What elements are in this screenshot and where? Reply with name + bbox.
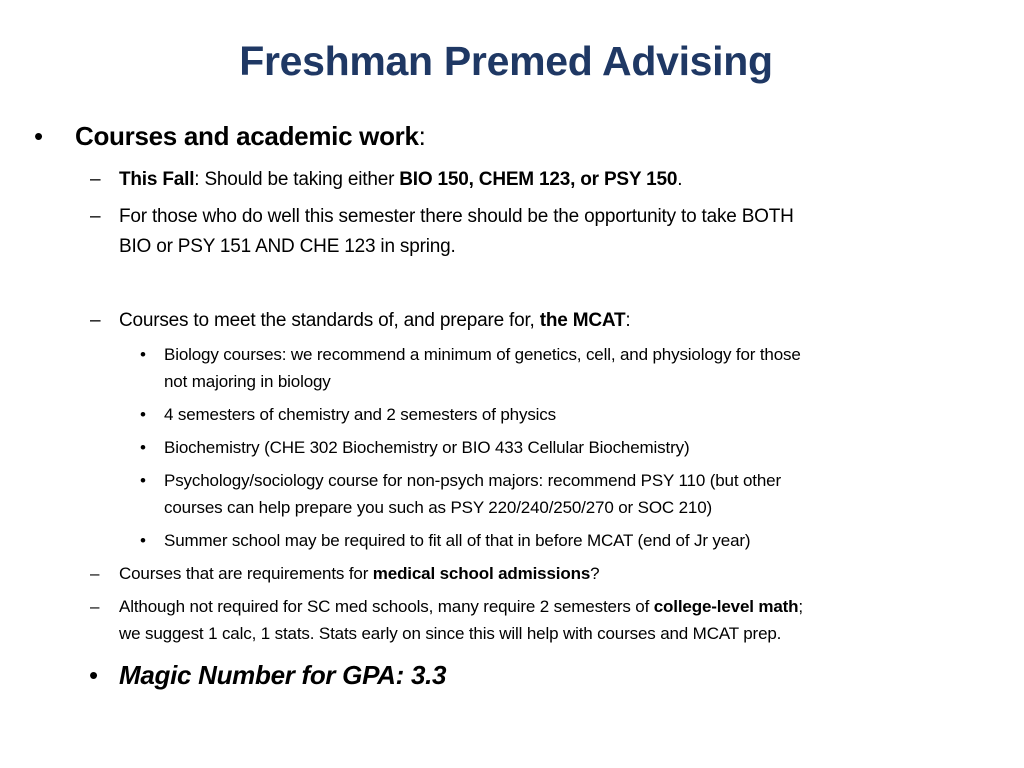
mcat-biochem: Biochemistry (CHE 302 Biochemistry or BIO 433 Cellular Biochemistry) bbox=[164, 438, 690, 457]
math-end: ; bbox=[798, 597, 803, 616]
dash-marker: – bbox=[90, 169, 101, 190]
dash-marker: – bbox=[90, 206, 101, 227]
mcat-intro-text: Courses to meet the standards of, and prepare for, bbox=[119, 310, 540, 331]
dash-marker: – bbox=[90, 597, 100, 616]
med-school-line bbox=[119, 564, 599, 584]
bullet-marker: • bbox=[89, 660, 98, 690]
bullet-marker: • bbox=[140, 471, 146, 490]
med-school-end: ? bbox=[590, 564, 600, 583]
courses-heading bbox=[75, 121, 426, 152]
this-fall-line bbox=[119, 169, 682, 191]
this-fall-end: . bbox=[677, 169, 683, 190]
mcat-biology-line1: Biology courses: we recommend a minimum of genetics, cell, and physiology for those bbox=[164, 345, 801, 364]
mcat-intro-end: : bbox=[625, 310, 631, 331]
bullet-marker: • bbox=[140, 345, 146, 364]
this-fall-text: : Should be taking either bbox=[194, 169, 400, 190]
this-fall-courses: BIO 150, CHEM 123, or PSY 150 bbox=[399, 169, 678, 190]
math-line2: we suggest 1 calc, 1 stats. Stats early on since this will help with courses and MCAT prep. bbox=[119, 624, 782, 643]
do-well-line2: BIO or PSY 151 AND CHE 123 in spring. bbox=[119, 236, 456, 257]
this-fall-label: This Fall bbox=[119, 169, 195, 190]
bullet-marker: • bbox=[140, 438, 146, 457]
bullet-marker: • bbox=[34, 121, 43, 151]
dash-marker: – bbox=[90, 564, 100, 583]
mcat-biology-line2: not majoring in biology bbox=[164, 372, 331, 391]
mcat-chem-physics: 4 semesters of chemistry and 2 semesters of physics bbox=[164, 405, 556, 424]
mcat-intro-bold: the MCAT bbox=[539, 310, 626, 331]
mcat-summer: Summer school may be required to fit all of that in before MCAT (end of Jr year) bbox=[164, 531, 751, 550]
courses-heading-tail: : bbox=[418, 121, 426, 151]
math-line1 bbox=[119, 597, 803, 617]
math-text: Although not required for SC med schools, many require 2 semesters of bbox=[119, 597, 654, 616]
mcat-psych-line1: Psychology/sociology course for non-psych majors: recommend PSY 110 (but other bbox=[164, 471, 781, 490]
mcat-intro-line bbox=[119, 310, 630, 332]
slide-title: Freshman Premed Advising bbox=[239, 38, 773, 84]
med-school-bold: medical school admissions bbox=[372, 564, 591, 583]
dash-marker: – bbox=[90, 310, 101, 331]
courses-heading-bold: Courses and academic work bbox=[75, 121, 419, 151]
med-school-text: Courses that are requirements for bbox=[119, 564, 373, 583]
gpa-line: Magic Number for GPA: 3.3 bbox=[119, 660, 447, 690]
mcat-psych-line2: courses can help prepare you such as PSY 220/240/250/270 or SOC 210) bbox=[164, 498, 713, 517]
bullet-marker: • bbox=[140, 405, 146, 424]
math-bold: college-level math bbox=[653, 597, 799, 616]
bullet-marker: • bbox=[140, 531, 146, 550]
do-well-line1: For those who do well this semester there should be the opportunity to take BOTH bbox=[119, 206, 794, 227]
